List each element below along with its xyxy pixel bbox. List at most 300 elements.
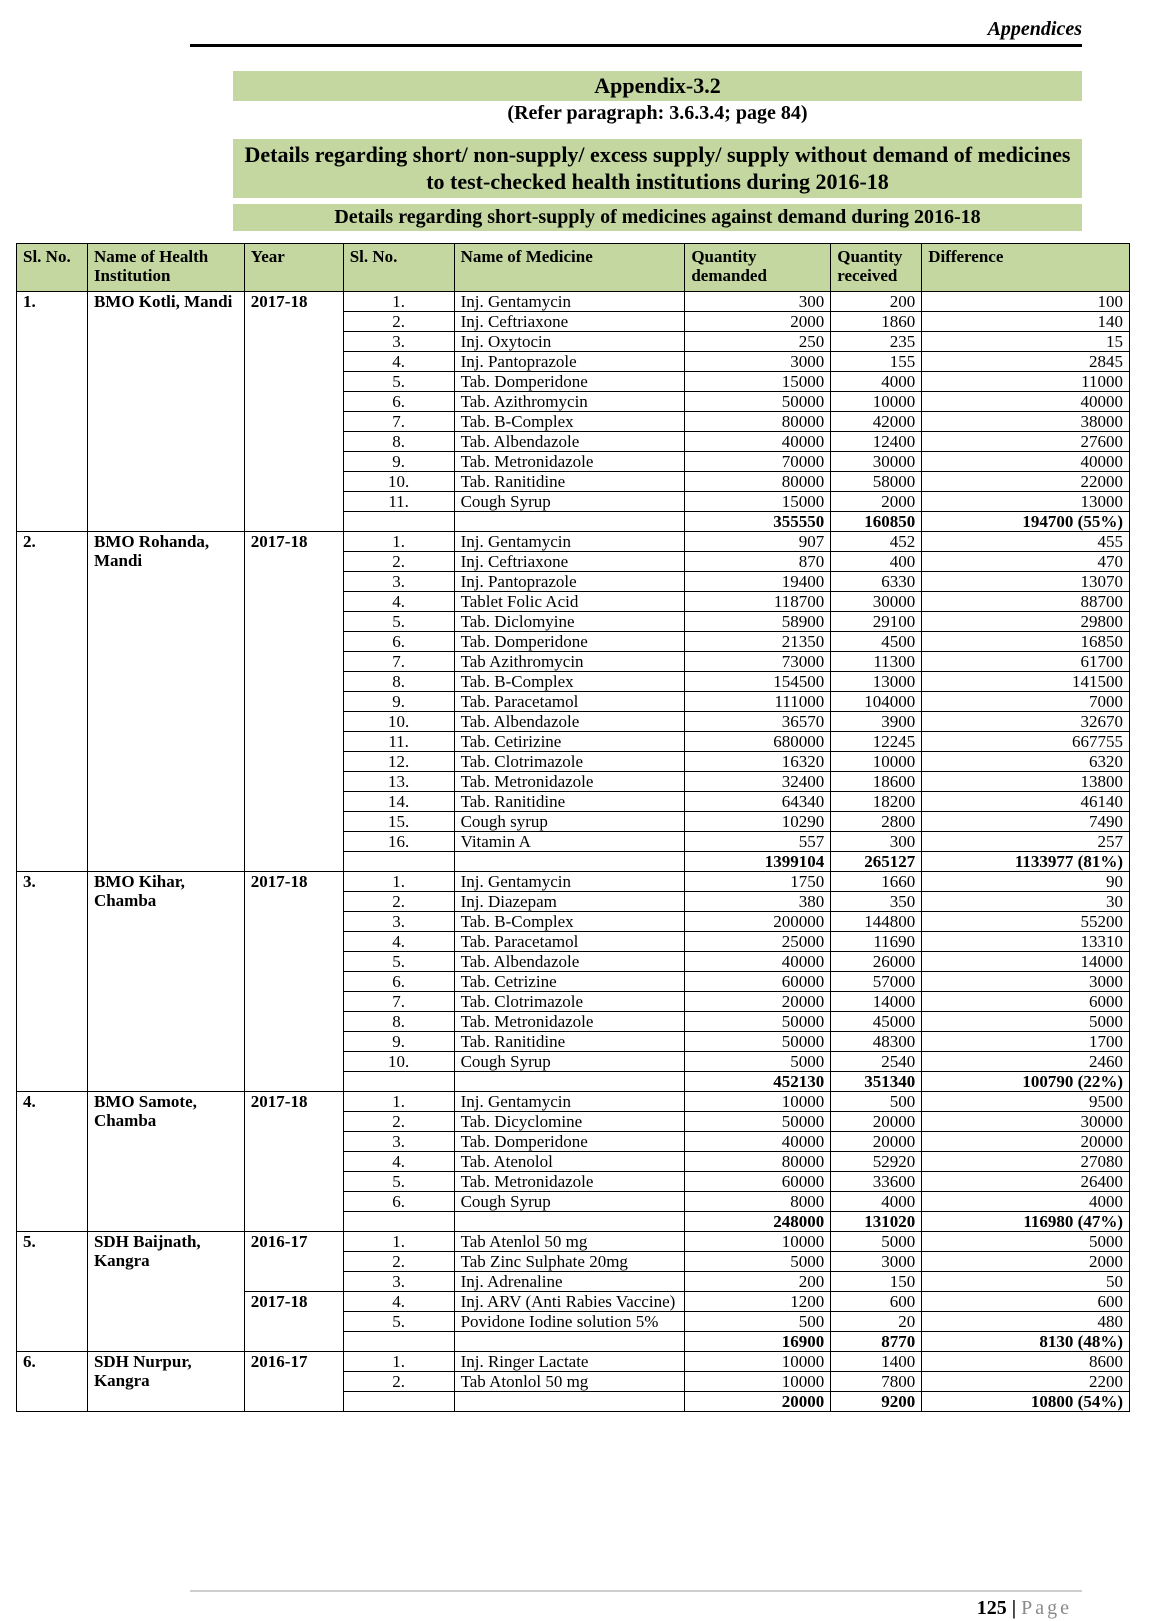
difference: 141500 [922,672,1130,692]
quantity-received: 2540 [831,1052,922,1072]
year-cell: 2017-18 [244,532,343,872]
total-received: 351340 [831,1072,922,1092]
col-header: Name of Health Institution [87,244,244,292]
quantity-received: 4000 [831,372,922,392]
difference: 90 [922,872,1130,892]
medicine-sl-no: 5. [343,372,454,392]
medicine-name: Tab. Clotrimazole [454,752,685,772]
quantity-demanded: 870 [685,552,831,572]
quantity-demanded: 300 [685,292,831,312]
medicine-name: Tab. Albendazole [454,712,685,732]
medicine-name: Tab. B-Complex [454,672,685,692]
medicine-sl-no: 8. [343,432,454,452]
medicine-sl-no: 13. [343,772,454,792]
medicine-name: Cough Syrup [454,1052,685,1072]
total-received: 131020 [831,1212,922,1232]
medicine-sl-no: 1. [343,1232,454,1252]
difference: 140 [922,312,1130,332]
quantity-received: 2000 [831,492,922,512]
total-blank [454,512,685,532]
quantity-demanded: 70000 [685,452,831,472]
difference: 600 [922,1292,1130,1312]
difference: 480 [922,1312,1130,1332]
difference: 13310 [922,932,1130,952]
total-blank [454,1072,685,1092]
difference: 15 [922,332,1130,352]
quantity-received: 300 [831,832,922,852]
quantity-demanded: 907 [685,532,831,552]
difference: 455 [922,532,1130,552]
medicine-name: Tab. Diclomyine [454,612,685,632]
medicine-sl-no: 8. [343,672,454,692]
quantity-demanded: 80000 [685,472,831,492]
quantity-received: 452 [831,532,922,552]
medicine-sl-no: 6. [343,392,454,412]
medicine-name: Tab. Albendazole [454,432,685,452]
quantity-received: 20000 [831,1132,922,1152]
year-cell: 2017-18 [244,292,343,532]
quantity-demanded: 16320 [685,752,831,772]
difference: 30000 [922,1112,1130,1132]
quantity-demanded: 154500 [685,672,831,692]
medicine-name: Inj. Gentamycin [454,532,685,552]
medicine-sl-no: 5. [343,1312,454,1332]
institution-sl-no: 5. [17,1232,88,1352]
difference: 32670 [922,712,1130,732]
year-cell: 2016-17 [244,1232,343,1292]
total-demanded: 355550 [685,512,831,532]
total-demanded: 1399104 [685,852,831,872]
quantity-demanded: 15000 [685,492,831,512]
medicine-name: Inj. Ceftriaxone [454,312,685,332]
medicine-sl-no: 1. [343,872,454,892]
medicine-name: Cough Syrup [454,1192,685,1212]
medicine-sl-no: 8. [343,1012,454,1032]
appendix-heading: Details regarding short/ non-supply/ excess supply/ supply without demand of medicines to test-checked health institutions during 2016-18 [233,139,1082,198]
quantity-demanded: 118700 [685,592,831,612]
total-blank [343,1392,454,1412]
medicine-sl-no: 5. [343,952,454,972]
total-blank [343,1072,454,1092]
medicine-sl-no: 10. [343,472,454,492]
total-blank [454,1392,685,1412]
medicine-sl-no: 3. [343,332,454,352]
difference: 5000 [922,1232,1130,1252]
institution-sl-no: 3. [17,872,88,1092]
quantity-received: 33600 [831,1172,922,1192]
medicine-sl-no: 4. [343,592,454,612]
difference: 6320 [922,752,1130,772]
running-header: Appendices [987,18,1082,40]
total-demanded: 20000 [685,1392,831,1412]
medicine-name: Tab. Ranitidine [454,472,685,492]
total-difference: 100790 (22%) [922,1072,1130,1092]
institution-sl-no: 2. [17,532,88,872]
medicine-name: Inj. Ceftriaxone [454,552,685,572]
table-row [17,1092,1130,1112]
medicine-name: Tab. Metronidazole [454,452,685,472]
quantity-received: 1860 [831,312,922,332]
medicine-name: Tab. B-Complex [454,912,685,932]
medicine-sl-no: 4. [343,932,454,952]
quantity-received: 11690 [831,932,922,952]
medicine-name: Tab. Domperidone [454,1132,685,1152]
total-difference: 10800 (54%) [922,1392,1130,1412]
quantity-received: 48300 [831,1032,922,1052]
medicine-sl-no: 9. [343,452,454,472]
medicine-sl-no: 5. [343,612,454,632]
quantity-received: 12400 [831,432,922,452]
quantity-received: 42000 [831,412,922,432]
difference: 2000 [922,1252,1130,1272]
institution-name: BMO Samote, Chamba [87,1092,244,1232]
medicine-sl-no: 15. [343,812,454,832]
quantity-demanded: 40000 [685,432,831,452]
quantity-demanded: 8000 [685,1192,831,1212]
quantity-demanded: 50000 [685,1012,831,1032]
difference: 8600 [922,1352,1130,1372]
quantity-received: 500 [831,1092,922,1112]
medicine-name: Cough syrup [454,812,685,832]
page-number [977,1597,1072,1620]
medicine-sl-no: 4. [343,1152,454,1172]
difference: 6000 [922,992,1130,1012]
difference: 40000 [922,452,1130,472]
medicine-sl-no: 7. [343,652,454,672]
table-header-row [17,244,1130,292]
quantity-received: 29100 [831,612,922,632]
quantity-demanded: 36570 [685,712,831,732]
quantity-received: 18600 [831,772,922,792]
quantity-demanded: 64340 [685,792,831,812]
difference: 667755 [922,732,1130,752]
medicine-sl-no: 14. [343,792,454,812]
quantity-received: 150 [831,1272,922,1292]
difference: 14000 [922,952,1130,972]
medicine-name: Tab. Paracetamol [454,932,685,952]
medicine-sl-no: 9. [343,1032,454,1052]
medicine-sl-no: 6. [343,972,454,992]
quantity-received: 52920 [831,1152,922,1172]
total-difference: 1133977 (81%) [922,852,1130,872]
medicine-sl-no: 1. [343,1092,454,1112]
difference: 55200 [922,912,1130,932]
quantity-demanded: 60000 [685,972,831,992]
year-cell: 2016-17 [244,1352,343,1412]
total-blank [343,852,454,872]
quantity-received: 3000 [831,1252,922,1272]
difference: 4000 [922,1192,1130,1212]
quantity-received: 3900 [831,712,922,732]
difference: 27600 [922,432,1130,452]
total-blank [343,1212,454,1232]
quantity-demanded: 111000 [685,692,831,712]
medicine-name: Inj. Ringer Lactate [454,1352,685,1372]
medicine-sl-no: 4. [343,352,454,372]
medicine-sl-no: 2. [343,552,454,572]
quantity-received: 58000 [831,472,922,492]
medicine-sl-no: 2. [343,1112,454,1132]
medicine-name: Tab. Paracetamol [454,692,685,712]
medicine-name: Tab. Atenolol [454,1152,685,1172]
quantity-demanded: 50000 [685,1032,831,1052]
medicine-name: Tab. B-Complex [454,412,685,432]
quantity-demanded: 557 [685,832,831,852]
difference: 3000 [922,972,1130,992]
table-body [17,292,1130,1412]
difference: 50 [922,1272,1130,1292]
quantity-demanded: 1200 [685,1292,831,1312]
quantity-demanded: 2000 [685,312,831,332]
quantity-demanded: 680000 [685,732,831,752]
medicine-sl-no: 3. [343,1272,454,1292]
quantity-demanded: 19400 [685,572,831,592]
difference: 27080 [922,1152,1130,1172]
total-received: 9200 [831,1392,922,1412]
quantity-demanded: 10000 [685,1352,831,1372]
quantity-received: 18200 [831,792,922,812]
col-header: Sl. No. [343,244,454,292]
quantity-demanded: 40000 [685,952,831,972]
quantity-received: 45000 [831,1012,922,1032]
quantity-demanded: 60000 [685,1172,831,1192]
quantity-received: 14000 [831,992,922,1012]
quantity-received: 26000 [831,952,922,972]
col-header: Name of Medicine [454,244,685,292]
appendix-title: Appendix-3.2 [233,71,1082,101]
difference: 20000 [922,1132,1130,1152]
quantity-received: 10000 [831,752,922,772]
medicine-name: Tab. Metronidazole [454,1172,685,1192]
institution-name: SDH Baijnath, Kangra [87,1232,244,1352]
difference: 38000 [922,412,1130,432]
total-blank [343,512,454,532]
difference: 13800 [922,772,1130,792]
col-header: Year [244,244,343,292]
medicine-sl-no: 3. [343,1132,454,1152]
quantity-demanded: 200000 [685,912,831,932]
quantity-demanded: 80000 [685,412,831,432]
col-header: Difference [922,244,1130,292]
medicine-name: Inj. Diazepam [454,892,685,912]
col-header: Quantity demanded [685,244,831,292]
medicine-name: Inj. Oxytocin [454,332,685,352]
quantity-received: 144800 [831,912,922,932]
difference: 470 [922,552,1130,572]
page-label: Page [1021,1597,1072,1619]
medicine-sl-no: 12. [343,752,454,772]
medicine-sl-no: 2. [343,1252,454,1272]
medicine-name: Tab. Dicyclomine [454,1112,685,1132]
quantity-demanded: 5000 [685,1052,831,1072]
medicine-name: Tab. Albendazole [454,952,685,972]
total-blank [454,1212,685,1232]
difference: 13000 [922,492,1130,512]
total-received: 265127 [831,852,922,872]
difference: 22000 [922,472,1130,492]
medicine-sl-no: 4. [343,1292,454,1312]
medicine-sl-no: 7. [343,992,454,1012]
medicine-name: Inj. Gentamycin [454,292,685,312]
medicine-sl-no: 16. [343,832,454,852]
medicine-sl-no: 2. [343,1372,454,1392]
medicine-name: Vitamin A [454,832,685,852]
quantity-received: 20 [831,1312,922,1332]
difference: 1700 [922,1032,1130,1052]
quantity-received: 235 [831,332,922,352]
medicine-name: Inj. Gentamycin [454,872,685,892]
quantity-demanded: 20000 [685,992,831,1012]
quantity-received: 13000 [831,672,922,692]
medicine-name: Inj. ARV (Anti Rabies Vaccine) [454,1292,685,1312]
quantity-received: 7800 [831,1372,922,1392]
institution-name: BMO Rohanda, Mandi [87,532,244,872]
footer-rule [190,1590,1082,1592]
medicine-sl-no: 2. [343,312,454,332]
medicine-name: Tab. Ranitidine [454,1032,685,1052]
medicine-name: Tab. Ranitidine [454,792,685,812]
table-row [17,1232,1130,1252]
medicine-name: Tab Atenlol 50 mg [454,1232,685,1252]
institution-sl-no: 4. [17,1092,88,1232]
medicine-sl-no: 7. [343,412,454,432]
quantity-received: 1660 [831,872,922,892]
quantity-demanded: 10000 [685,1232,831,1252]
total-demanded: 452130 [685,1072,831,1092]
quantity-demanded: 10000 [685,1372,831,1392]
quantity-received: 10000 [831,392,922,412]
quantity-received: 4500 [831,632,922,652]
difference: 7490 [922,812,1130,832]
institution-name: BMO Kotli, Mandi [87,292,244,532]
quantity-received: 11300 [831,652,922,672]
quantity-demanded: 21350 [685,632,831,652]
total-blank [454,852,685,872]
medicine-sl-no: 11. [343,732,454,752]
table-row [17,872,1130,892]
difference: 40000 [922,392,1130,412]
total-difference: 194700 (55%) [922,512,1130,532]
quantity-demanded: 15000 [685,372,831,392]
quantity-demanded: 10290 [685,812,831,832]
year-cell: 2017-18 [244,872,343,1092]
medicine-name: Tab. Azithromycin [454,392,685,412]
quantity-demanded: 250 [685,332,831,352]
difference: 2845 [922,352,1130,372]
total-received: 8770 [831,1332,922,1352]
difference: 16850 [922,632,1130,652]
medicine-name: Tab. Cetrizine [454,972,685,992]
quantity-received: 6330 [831,572,922,592]
difference: 13070 [922,572,1130,592]
quantity-received: 12245 [831,732,922,752]
total-blank [454,1332,685,1352]
difference: 2200 [922,1372,1130,1392]
medicine-name: Tab. Clotrimazole [454,992,685,1012]
medicine-name: Inj. Adrenaline [454,1272,685,1292]
table-row [17,292,1130,312]
total-blank [343,1332,454,1352]
quantity-received: 30000 [831,592,922,612]
col-header: Sl. No. [17,244,88,292]
quantity-received: 2800 [831,812,922,832]
medicine-name: Inj. Pantoprazole [454,572,685,592]
difference: 9500 [922,1092,1130,1112]
medicine-name: Tab Azithromycin [454,652,685,672]
difference: 61700 [922,652,1130,672]
medicine-sl-no: 1. [343,292,454,312]
table-row [17,1352,1130,1372]
year-cell: 2017-18 [244,1092,343,1232]
table-row [17,532,1130,552]
quantity-received: 155 [831,352,922,372]
difference: 11000 [922,372,1130,392]
header-rule [190,44,1082,47]
medicine-name: Tablet Folic Acid [454,592,685,612]
quantity-demanded: 73000 [685,652,831,672]
medicine-sl-no: 10. [343,712,454,732]
medicine-sl-no: 9. [343,692,454,712]
medicine-name: Tab. Metronidazole [454,1012,685,1032]
quantity-received: 20000 [831,1112,922,1132]
medicine-sl-no: 3. [343,912,454,932]
total-difference: 116980 (47%) [922,1212,1130,1232]
quantity-received: 350 [831,892,922,912]
medicine-name: Inj. Pantoprazole [454,352,685,372]
quantity-demanded: 32400 [685,772,831,792]
difference: 257 [922,832,1130,852]
medicine-name: Tab. Domperidone [454,372,685,392]
difference: 7000 [922,692,1130,712]
medicine-sl-no: 2. [343,892,454,912]
medicine-sl-no: 6. [343,1192,454,1212]
quantity-demanded: 1750 [685,872,831,892]
short-supply-table [16,243,1130,1412]
quantity-demanded: 50000 [685,392,831,412]
quantity-received: 104000 [831,692,922,712]
medicine-name: Tab Atonlol 50 mg [454,1372,685,1392]
quantity-demanded: 40000 [685,1132,831,1152]
medicine-name: Tab. Cetirizine [454,732,685,752]
page-separator: | [1011,1597,1017,1619]
total-demanded: 248000 [685,1212,831,1232]
institution-sl-no: 1. [17,292,88,532]
quantity-demanded: 200 [685,1272,831,1292]
medicine-sl-no: 5. [343,1172,454,1192]
quantity-demanded: 50000 [685,1112,831,1132]
medicine-name: Inj. Gentamycin [454,1092,685,1112]
quantity-demanded: 500 [685,1312,831,1332]
appendix-reference: (Refer paragraph: 3.6.3.4; page 84) [507,102,808,124]
medicine-sl-no: 3. [343,572,454,592]
difference: 5000 [922,1012,1130,1032]
year-cell: 2017-18 [244,1292,343,1352]
quantity-demanded: 3000 [685,352,831,372]
quantity-demanded: 80000 [685,1152,831,1172]
quantity-received: 5000 [831,1232,922,1252]
medicine-sl-no: 1. [343,532,454,552]
difference: 2460 [922,1052,1130,1072]
page-number-value: 125 [976,1597,1007,1619]
difference: 46140 [922,792,1130,812]
total-received: 160850 [831,512,922,532]
medicine-sl-no: 6. [343,632,454,652]
quantity-demanded: 10000 [685,1092,831,1112]
difference: 30 [922,892,1130,912]
institution-name: SDH Nurpur, Kangra [87,1352,244,1412]
quantity-received: 4000 [831,1192,922,1212]
difference: 29800 [922,612,1130,632]
